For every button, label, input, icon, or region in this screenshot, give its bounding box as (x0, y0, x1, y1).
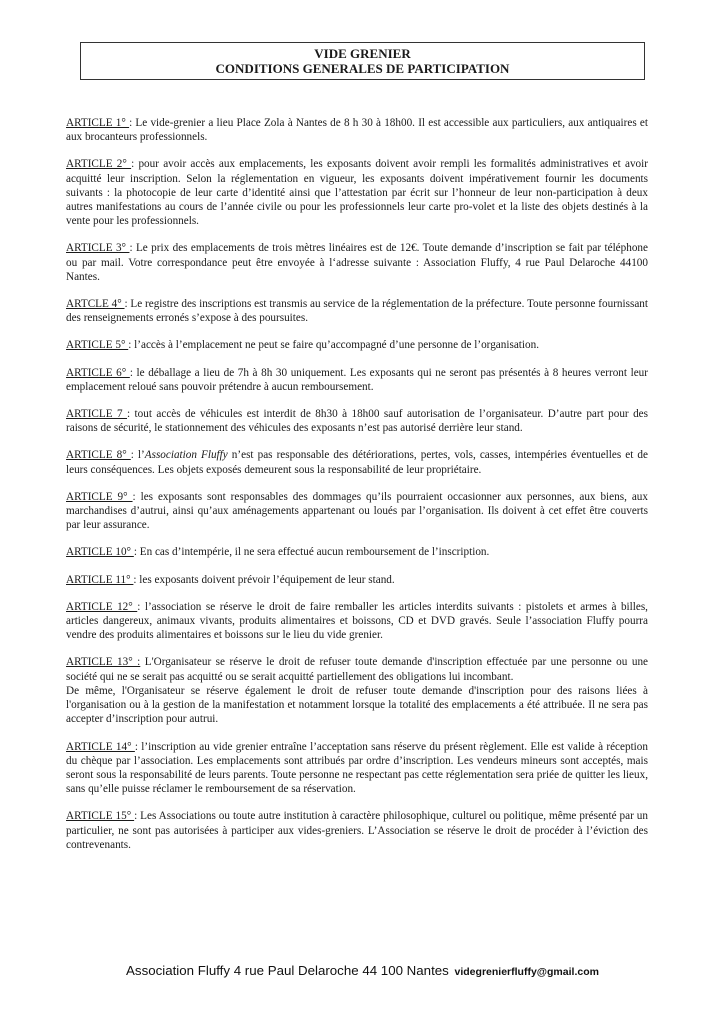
article-text: : En cas d’intempérie, il ne sera effectué aucun remboursement de l’inscription. (133, 546, 490, 559)
article-4 (66, 297, 648, 325)
article-label: ARTICLE 12° (66, 600, 138, 613)
article-15 (66, 809, 648, 852)
article-text: n’est pas responsable des détériorations, pertes, vols, casses, intempéries éventuelles et de leurs conséquences. Les objets exposés demeurent sous la responsabilité de leur propriétaire. (66, 449, 648, 476)
article-label: ARTICLE 13° : (66, 656, 141, 669)
article-label: ARTCLE 4° (66, 298, 125, 311)
footer-address: Association Fluffy 4 rue Paul Delaroche 44 100 Nantes (126, 963, 449, 978)
title-box (80, 42, 645, 80)
article-text: : l’association se réserve le droit de faire remballer les articles interdits suivants : pistolets et armes à billes, articles dangereux, animaux vivants, produits alimentaires et boissons, CD et DVD gravés. Seule l’association Fluffy pourra vendre des produits alimentaires et boissons sur le lieu du vide grenier. (66, 600, 648, 642)
article-9 (66, 490, 648, 533)
article-label: ARTICLE 9° (66, 490, 133, 503)
page-subtitle: CONDITIONS GENERALES DE PARTICIPATION (215, 61, 510, 76)
article-label: ARTICLE 8° (66, 449, 131, 462)
article-label: ARTICLE 14° (66, 740, 135, 753)
article-label: ARTICLE 1° (66, 117, 130, 129)
article-text: : Les Associations ou toute autre institution à caractère philosophique, culturel ou politique, même présenté par un particulier, ne sont pas autorisées à participer aux vides-greniers. L’Association se réserve le droit de procéder à l’éviction des contrevenants. (66, 810, 648, 851)
article-text: : Le registre des inscriptions est transmis au service de la réglementation de la préfecture. Toute personne fournissant des renseignements erronés s’expose à des poursuites. (66, 298, 649, 325)
article-label: ARTICLE 7 (66, 408, 128, 421)
article-label: ARTICLE 3° (66, 242, 130, 255)
article-5 (66, 338, 648, 352)
article-text: : Le vide-grenier a lieu Place Zola à Nantes de 8 h 30 à 18h00. Il est accessible aux particuliers, aux antiquaires et aux brocanteurs professionnels. (66, 117, 648, 144)
article-1 (66, 116, 648, 144)
article-text: : l’accès à l’emplacement ne peut se faire qu’accompagné d’une personne de l’organisation. (128, 339, 539, 352)
article-11 (66, 573, 648, 587)
article-2 (66, 157, 648, 228)
article-label: ARTICLE 5° (66, 339, 129, 352)
article-text: : les exposants doivent prévoir l’équipement de leur stand. (133, 573, 395, 586)
article-text-continued: De même, l'Organisateur se réserve également le droit de refuser toute demande d'inscription pour des raisons liées à l'organisation ou à la gestion de la manifestation et notamment lorsque la totalité des emplacements a été attribuée. Il ne sera pas accepter d’inscription pour autrui. (66, 684, 648, 726)
article-text: : l’inscription au vide grenier entraîne l’acceptation sans réserve du présent règlement. Elle est valide à réception du chèque par l’association. Les emplacements sont attribués par ordre d’inscription. Les vendeurs mineurs sont acceptés, mais seront sous la responsabilité de leurs parents. Toute personne ne respectant pas cette réglementation sera priée de quitter les lieux, sans qu’elle puisse réclamer le remboursement de sa réservation. (66, 740, 648, 796)
footer (0, 963, 725, 978)
article-label: ARTICLE 15° (66, 810, 135, 823)
article-text: : le déballage a lieu de 7h à 8h 30 uniquement. Les exposants qui ne seront pas présentés à 8 heures verront leur emplacement reloué sans pouvoir prétendre à aucun remboursement. (66, 366, 648, 393)
article-10 (66, 545, 648, 559)
article-text: : tout accès de véhicules est interdit de 8h30 à 18h00 sauf autorisation de l’organisateur. D’autre part pour des raisons de sécurité, le stationnement des véhicules des exposants n’est pas autorisé derrière leur stand. (66, 408, 648, 435)
article-7 (66, 407, 648, 435)
article-label: ARTICLE 11° (66, 573, 134, 586)
articles-list (66, 116, 648, 865)
article-13 (66, 655, 648, 726)
article-text: L'Organisateur se réserve le droit de refuser toute demande d'inscription effectuée par une personne ou une société qui ne se serait pas acquitté ou se serait acquitté partiellement des obligations lui incombant. (66, 656, 649, 683)
article-text: : Le prix des emplacements de trois mètres linéaires est de 12€. Toute demande d’inscription se fait par téléphone ou par mail. Votre correspondance peut être envoyée à l‘adresse suivante : Association Fluffy, 4 rue Paul Delaroche 44100 Nantes. (66, 242, 648, 283)
footer-email: videgrenierfluffy@gmail.com (454, 966, 599, 978)
page-title: VIDE GRENIER (314, 46, 411, 61)
article-6 (66, 366, 648, 394)
article-text: : les exposants sont responsables des dommages qu’ils pourraient occasionner aux personnes, aux biens, aux marchandises d’autrui, ainsi qu’aux aménagements appartenant ou loués par l’organisation. Ils doivent à cet effet être couverts par leur assurance. (66, 490, 648, 532)
article-label: ARTICLE 6° (66, 366, 130, 379)
article-label: ARTICLE 2° (66, 158, 132, 171)
article-14 (66, 740, 648, 797)
article-label: ARTICLE 10° (66, 546, 134, 559)
article-8 (66, 448, 648, 476)
article-text-pre: : l’ (130, 449, 145, 462)
article-text: : pour avoir accès aux emplacements, les exposants doivent avoir rempli les formalités administratives et avoir acquitté leur inscription. Selon la réglementation en vigueur, les exposants doivent impérativement fournir les documents suivants : la photocopie de leur carte d’identité ainsi que l’attestation par écrit sur l’honneur de leur non-participation à deux autres manifestations au cours de l’année civile ou pour les professionnels leur carte pro-volet et la liste des objets destinés à la vente pour les professionnels. (66, 158, 648, 228)
article-3 (66, 241, 648, 284)
article-12 (66, 600, 648, 643)
association-name: Association Fluffy (144, 449, 228, 462)
